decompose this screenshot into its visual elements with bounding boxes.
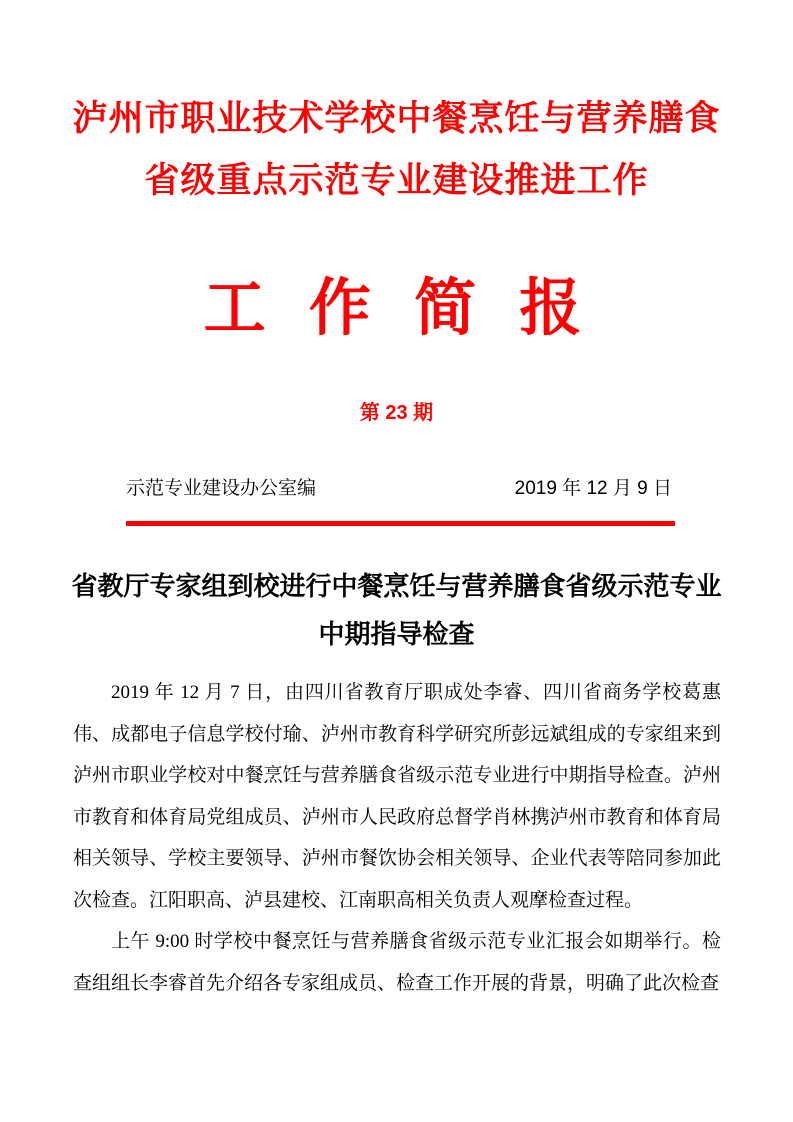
article-heading-line-1: 省教厅专家组到校进行中餐烹饪与营养膳食省级示范专业 <box>71 571 722 601</box>
editor-credit: 示范专业建设办公室编 <box>126 478 317 499</box>
publish-date: 2019 年 12 月 9 日 <box>514 478 672 499</box>
article-heading <box>70 562 723 658</box>
body-paragraph: 上午 9:00 时学校中餐烹饪与营养膳食省级示范专业汇报会如期举行。检查组组长李睿首先介绍各专家组成员、检查工作开展的背景，明确了此次检查 <box>73 931 721 994</box>
article-heading-line-2: 中期指导检查 <box>318 619 475 649</box>
issue-number: 第 23 期 <box>359 402 434 424</box>
masthead-title-line-2: 省级重点示范专业建设推进工作 <box>144 161 649 200</box>
article-body <box>73 672 721 1004</box>
body-paragraph: 2019 年 12 月 7 日，由四川省教育厅职成处李睿、四川省商务学校葛惠伟、成都电子信息学校付瑜、泸州市教育科学研究所彭远斌组成的专家组来到泸州市职业学校对中餐烹饪与营养膳食省级示范专业进行中期指导检查。泸州市教育和体育局党组成员、泸州市人民政府总督学肖林携泸州市教育和体育局相关领导、学校主要领导、泸州市餐饮协会相关领导、企业代表等陪同参加此次检查。江阳职高、泸县建校、江南职高相关负责人观摩检查过程。 <box>73 682 721 911</box>
red-divider-line <box>126 521 675 526</box>
masthead-title-line-1: 泸州市职业技术学校中餐烹饪与营养膳食 <box>72 99 721 138</box>
bulletin-title: 工 作 简 报 <box>203 274 590 343</box>
masthead-title <box>0 0 793 212</box>
publication-info-row <box>126 476 672 502</box>
